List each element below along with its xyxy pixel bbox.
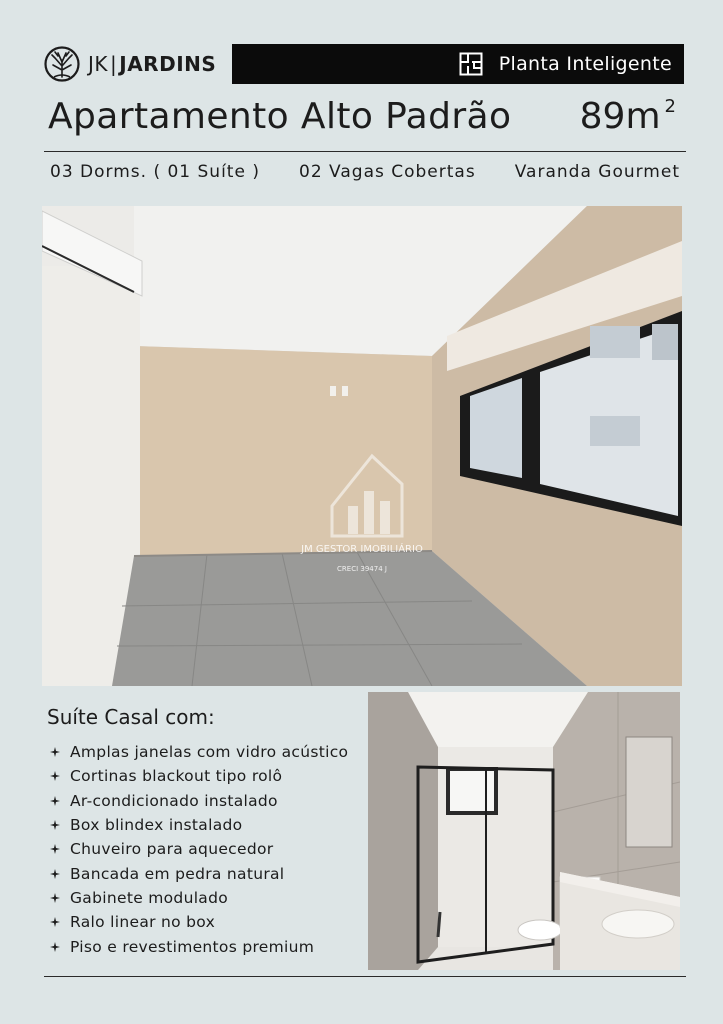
star-bullet-icon [50, 747, 60, 757]
list-item [50, 789, 360, 813]
planta-inteligente-banner [232, 44, 684, 84]
bathroom-photo [368, 692, 680, 970]
star-bullet-icon [50, 844, 60, 854]
list-item-text: Box blindex instalado [70, 816, 243, 835]
list-item-text: Gabinete modulado [70, 888, 229, 907]
divider-bottom [44, 976, 686, 977]
star-bullet-icon [50, 820, 60, 830]
tree-logo-icon [44, 46, 80, 82]
page-title: Apartamento Alto Padrão [48, 96, 512, 137]
divider-top [44, 151, 686, 152]
section-title: Suíte Casal com: [47, 705, 215, 729]
list-item-text: Cortinas blackout tipo rolô [70, 767, 283, 786]
star-bullet-icon [50, 796, 60, 806]
list-item [50, 910, 360, 934]
star-bullet-icon [50, 771, 60, 781]
feature-bedrooms: 03 Dorms. ( 01 Suíte ) [50, 162, 260, 182]
list-item-text: Bancada em pedra natural [70, 864, 285, 883]
brand-wordmark [88, 52, 216, 76]
star-bullet-icon [50, 869, 60, 879]
brand-jk: JK [88, 52, 109, 76]
floorplan-icon [459, 52, 483, 76]
area-number: 89m [579, 96, 661, 137]
list-item-text: Ralo linear no box [70, 913, 216, 932]
star-bullet-icon [50, 893, 60, 903]
list-item-text: Chuveiro para aquecedor [70, 840, 274, 859]
star-bullet-icon [50, 917, 60, 927]
list-item [50, 764, 360, 788]
list-item-text: Piso e revestimentos premium [70, 937, 315, 956]
list-item-text: Ar-condicionado instalado [70, 791, 278, 810]
star-bullet-icon [50, 942, 60, 952]
list-item [50, 813, 360, 837]
watermark-name: JM GESTOR IMOBILIÁRIO [301, 544, 423, 555]
area-value [580, 96, 676, 137]
features-row [50, 162, 680, 182]
list-item [50, 934, 360, 958]
list-item [50, 740, 360, 764]
brand-name: JARDINS [119, 52, 217, 76]
list-item [50, 861, 360, 885]
list-item-text: Amplas janelas com vidro acústico [70, 743, 349, 762]
brand-separator: | [110, 52, 118, 76]
feature-balcony: Varanda Gourmet [514, 162, 680, 182]
watermark-creci: CRECI 39474 J [337, 565, 387, 573]
list-item [50, 886, 360, 910]
banner-label: Planta Inteligente [498, 53, 672, 75]
feature-parking: 02 Vagas Cobertas [299, 162, 476, 182]
bedroom-photo [42, 206, 682, 686]
amenities-list [50, 740, 360, 959]
area-unit-superscript: 2 [664, 96, 676, 117]
list-item [50, 837, 360, 861]
brand-logo [44, 44, 224, 84]
